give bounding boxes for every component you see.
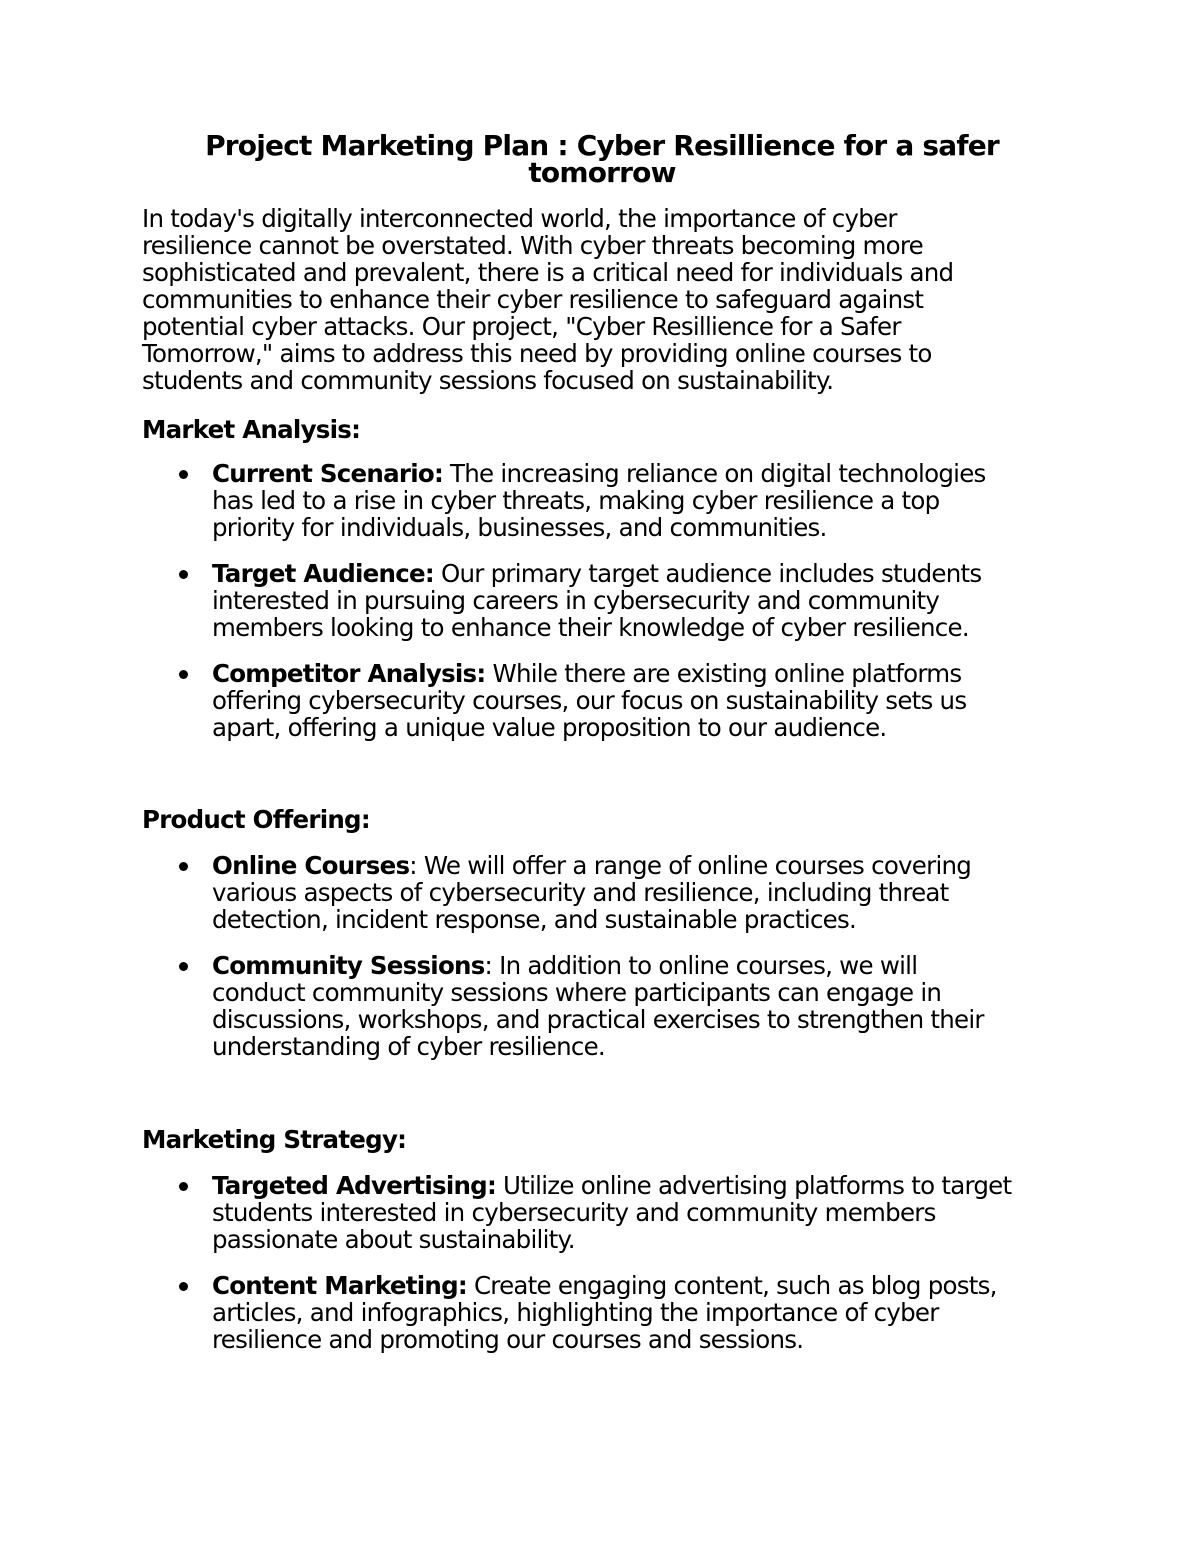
list-item: [142, 660, 1062, 741]
item-text: students interested in cybersecurity and community members: [212, 1198, 936, 1227]
intro-line: Tomorrow," aims to address this need by providing online courses to: [142, 339, 932, 368]
bullet-icon: [179, 1282, 188, 1291]
marketing-strategy-list: [142, 1172, 1062, 1353]
item-lead: Competitor Analysis:: [212, 659, 486, 688]
item-text: articles, and infographics, highlighting the importance of cyber: [212, 1298, 939, 1327]
item-text: understanding of cyber resilience.: [212, 1032, 605, 1061]
item-text: Create engaging content, such as blog posts,: [466, 1271, 997, 1300]
item-text: While there are existing online platforms: [485, 659, 962, 688]
product-offering-list: [142, 852, 1062, 1060]
item-text: priority for individuals, businesses, and communities.: [212, 513, 827, 542]
item-text: Our primary target audience includes students: [433, 559, 982, 588]
section-heading-marketing-strategy: Marketing Strategy:: [142, 1125, 407, 1154]
item-text: : We will offer a range of online courses covering: [409, 851, 972, 880]
item-text: offering cybersecurity courses, our focus on sustainability sets us: [212, 686, 967, 715]
item-text: detection, incident response, and sustainable practices.: [212, 905, 857, 934]
intro-line: potential cyber attacks. Our project, "Cyber Resillience for a Safer: [142, 312, 901, 341]
item-lead: Community Sessions: [212, 951, 485, 980]
market-analysis-list: [142, 460, 1062, 741]
intro-line: resilience cannot be overstated. With cyber threats becoming more: [142, 231, 924, 260]
item-text: passionate about sustainability.: [212, 1225, 575, 1254]
intro-line: communities to enhance their cyber resilience to safeguard against: [142, 285, 924, 314]
list-item: [142, 560, 1062, 641]
item-text: Utilize online advertising platforms to target: [496, 1171, 1012, 1200]
bullet-icon: [179, 1182, 188, 1191]
item-text: : In addition to online courses, we will: [484, 951, 918, 980]
item-text: various aspects of cybersecurity and resilience, including threat: [212, 878, 949, 907]
list-item: [142, 460, 1062, 541]
list-item: [142, 952, 1062, 1060]
section-heading-market-analysis: Market Analysis:: [142, 415, 361, 444]
item-lead: Targeted Advertising:: [212, 1171, 497, 1200]
bullet-icon: [179, 962, 188, 971]
item-text: interested in pursuing careers in cybersecurity and community: [212, 586, 940, 615]
item-text: has led to a rise in cyber threats, making cyber resilience a top: [212, 486, 940, 515]
item-text: apart, offering a unique value proposition to our audience.: [212, 713, 887, 742]
item-lead: Online Courses: [212, 851, 410, 880]
list-item: [142, 852, 1062, 933]
item-text: conduct community sessions where participants can engage in: [212, 978, 942, 1007]
document-page: [142, 129, 1062, 1354]
item-lead: Current Scenario:: [212, 459, 444, 488]
item-text: The increasing reliance on digital technologies: [443, 459, 986, 488]
item-text: discussions, workshops, and practical exercises to strengthen their: [212, 1005, 984, 1034]
list-item: [142, 1272, 1062, 1353]
section-heading-product-offering: Product Offering:: [142, 805, 370, 834]
item-text: members looking to enhance their knowledge of cyber resilience.: [212, 613, 969, 642]
item-text: resilience and promoting our courses and sessions.: [212, 1325, 804, 1354]
bullet-icon: [179, 470, 188, 479]
item-lead: Content Marketing:: [212, 1271, 467, 1300]
bullet-icon: [179, 862, 188, 871]
intro-paragraph: [142, 205, 1062, 394]
intro-line: sophisticated and prevalent, there is a critical need for individuals and: [142, 258, 954, 287]
item-lead: Target Audience:: [212, 559, 434, 588]
list-item: [142, 1172, 1062, 1253]
document-title: Project Marketing Plan : Cyber Resillience for a safer tomorrow: [205, 129, 999, 189]
intro-line: In today's digitally interconnected world, the importance of cyber: [142, 204, 897, 233]
bullet-icon: [179, 670, 188, 679]
bullet-icon: [179, 570, 188, 579]
intro-line: students and community sessions focused on sustainability.: [142, 366, 834, 395]
